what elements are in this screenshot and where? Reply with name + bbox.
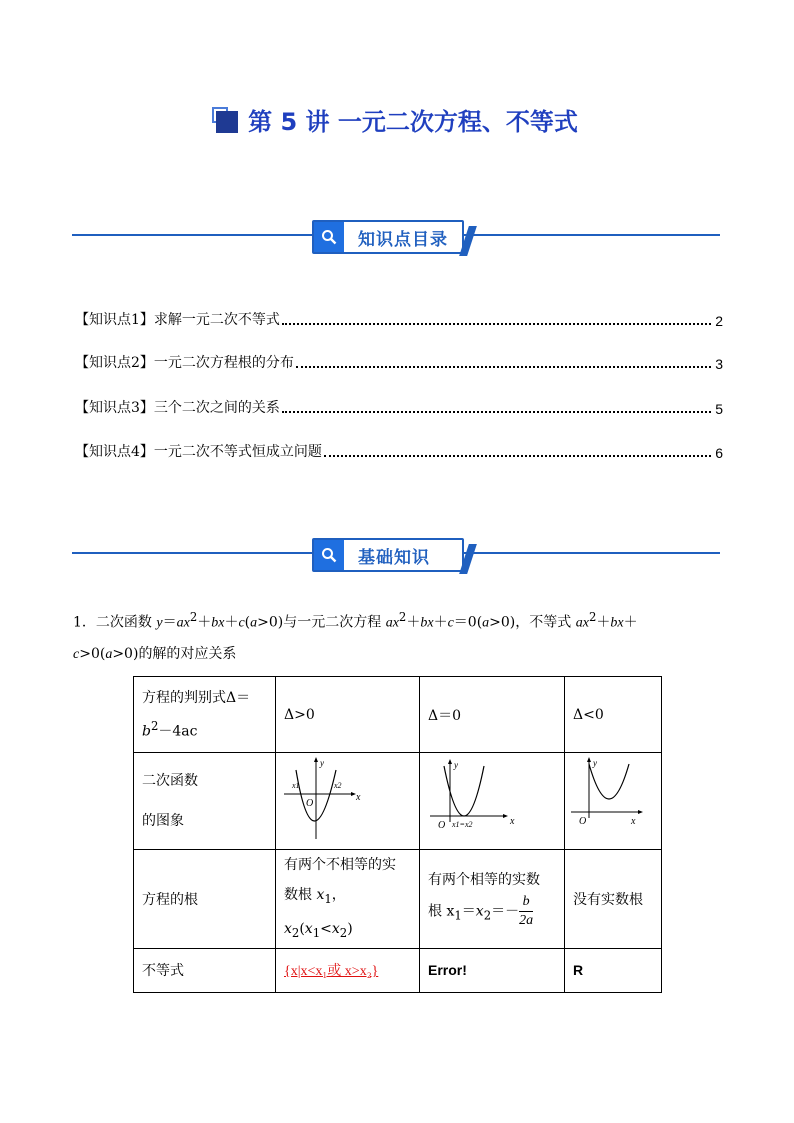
table-cell: 方程的根 — [134, 850, 276, 949]
page-title — [0, 102, 794, 137]
search-icon — [314, 222, 344, 252]
correspondence-table — [133, 676, 662, 993]
toc-label: 【知识点1】求解一元二次不等式 — [75, 312, 280, 328]
table-cell: Δ<0 — [565, 677, 662, 753]
toc-label: 【知识点4】一元二次不等式恒成立问题 — [75, 444, 322, 460]
table-cell: 不等式 — [134, 948, 276, 992]
intro-paragraph: 1．二次函数 $y=ax^2+bx+c(a>0)$与一元二次方程 $ax^2+bx+c=0(a>0)$，不等式 $ax^2+bx+$ c>0(a>0)的解的对应关系 — [73, 610, 638, 662]
section-title-toc: 知识点目录 — [358, 230, 448, 250]
table-cell: 方程的判别式Δ＝ $b^2-4ac$ — [134, 677, 276, 753]
toc-item[interactable] — [75, 352, 723, 372]
table-cell: 有两个不相等的实 数根 $x_1$，$x_2(x_1<x_2)$ — [276, 850, 420, 949]
toc-page: 6 — [715, 445, 723, 461]
page-title-text: 第 5 讲 一元二次方程、不等式 — [248, 108, 578, 136]
section-title-basics: 基础知识 — [358, 548, 430, 568]
toc-page: 2 — [715, 313, 723, 329]
graph-double-root — [420, 753, 565, 850]
toc-page: 3 — [715, 356, 723, 372]
section-header-basics — [72, 538, 720, 578]
toc-page: 5 — [715, 401, 723, 417]
toc-item[interactable] — [75, 397, 723, 417]
svg-text:O: O — [579, 816, 587, 827]
table-cell: Δ>0 — [276, 677, 420, 753]
table-cell: Δ＝0 — [420, 677, 565, 753]
table-cell: R — [565, 948, 662, 992]
svg-text:y: y — [593, 758, 597, 768]
svg-text:x1=x2: x1=x2 — [452, 820, 473, 829]
svg-text:x: x — [356, 792, 361, 803]
table-cell: Error! — [420, 948, 565, 992]
section-header-toc — [72, 220, 720, 260]
graph-two-roots — [276, 753, 420, 850]
toc-label: 【知识点2】一元二次方程根的分布 — [75, 355, 294, 371]
svg-text:y: y — [454, 760, 458, 770]
svg-text:x2: x2 — [334, 781, 342, 790]
svg-text:O: O — [438, 820, 446, 831]
answer-cell: {x|x<x₁或 x>x₂} — [276, 948, 420, 992]
svg-text:y: y — [320, 758, 324, 768]
svg-text:x: x — [631, 816, 636, 827]
graph-no-root — [565, 753, 662, 850]
svg-text:x: x — [510, 816, 515, 827]
square-bullet-icon — [216, 111, 238, 133]
toc-label: 【知识点3】三个二次之间的关系 — [75, 400, 280, 416]
table-cell: 二次函数 的图象 — [134, 753, 276, 850]
table-cell: 有两个相等的实数 根 $x_1=x_2=-$ $\frac{b}{2a}$ — [420, 850, 565, 949]
table-cell: 没有实数根 — [565, 850, 662, 949]
svg-text:O: O — [306, 798, 314, 809]
svg-text:x1: x1 — [292, 781, 300, 790]
toc-item[interactable] — [75, 309, 723, 329]
toc-item[interactable] — [75, 441, 723, 461]
search-icon — [314, 540, 344, 570]
